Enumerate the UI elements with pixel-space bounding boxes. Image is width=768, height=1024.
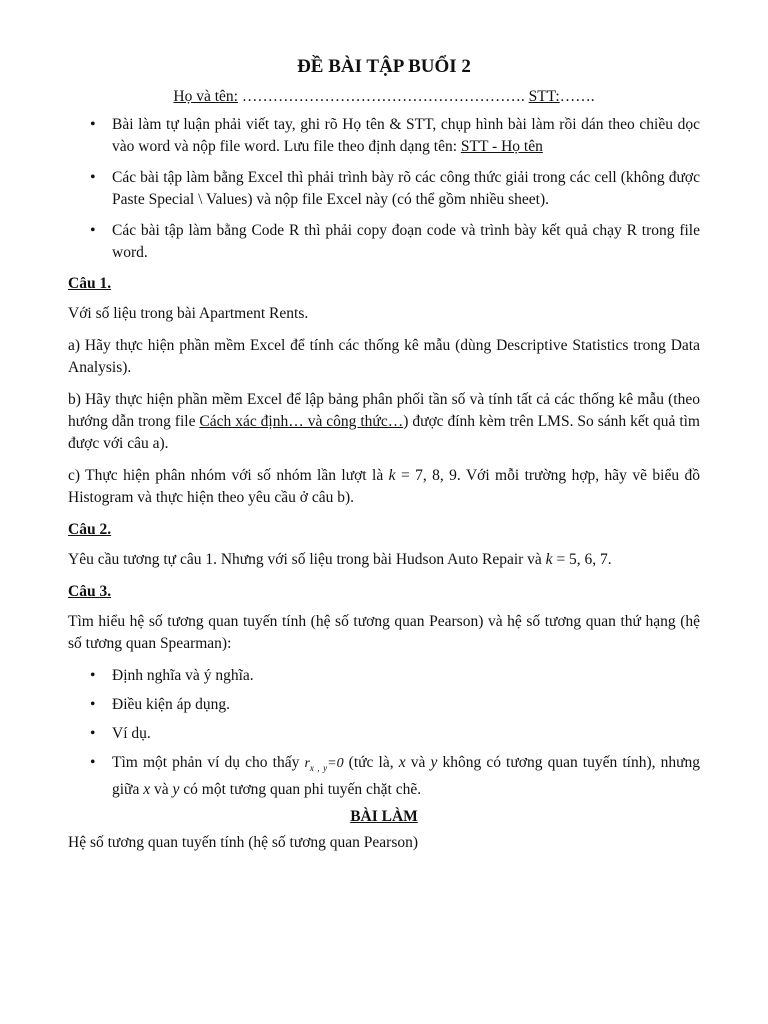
list-item: • Điều kiện áp dụng. [112, 694, 700, 716]
rule-item: • Các bài tập làm bằng Excel thì phải trình bày rõ các công thức giải trong các cell (không được Paste Special \ Values) và nộp file Excel này (có thể gồm nhiều sheet). [112, 167, 700, 211]
question-2-heading: Câu 2. [68, 521, 112, 538]
list-item: • Ví dụ. [112, 723, 700, 745]
correlation-symbol: $r_{x , y}=0$ [304, 756, 344, 773]
list-item: • Tìm một phản ví dụ cho thấy $r_{x , y}=0$ (tức là, x và y không có tương quan tuyến tính), nhưng giữa x và y có một tương quan phi tuyến chặt chẽ. [112, 752, 700, 801]
guide-file-link[interactable]: Cách xác định… và công thức… [199, 413, 404, 430]
question-1-b: b) Hãy thực hiện phần mềm Excel để lập bảng phân phối tần số và tính tất cả các thống kê mẫu (theo hướng dẫn trong file Cách xác định… và công thức…) được đính kèm trên LMS. So sánh kết quả tìm được với câu a). [68, 391, 700, 452]
list-item: • Định nghĩa và ý nghĩa. [112, 665, 700, 687]
name-dots: ………………………………………………. [237, 88, 529, 105]
question-3-intro: Tìm hiểu hệ số tương quan tuyến tính (hệ số tương quan Pearson) và hệ số tương quan thứ hạng (hệ số tương quan Spearman): [68, 613, 700, 652]
name-label: Họ và tên: [173, 88, 238, 105]
question-1-heading: Câu 1. [68, 275, 112, 292]
rules-list [68, 114, 700, 264]
stt-label: STT: [528, 88, 560, 105]
page-title: ĐỀ BÀI TẬP BUỔI 2 [297, 56, 471, 77]
rule-item: • Các bài tập làm bằng Code R thì phải copy đoạn code và trình bày kết quả chạy R trong file word. [112, 220, 700, 264]
name-line [68, 88, 700, 106]
question-1-a: a) Hãy thực hiện phần mềm Excel để tính các thống kê mẫu (dùng Descriptive Statistics trong Data Analysis). [68, 337, 700, 376]
rule-item: • Bài làm tự luận phải viết tay, ghi rõ Họ tên & STT, chụp hình bài làm rồi dán theo chiều dọc vào word và nộp file word. Lưu file theo định dạng tên: STT - Họ tên [112, 114, 700, 158]
filename-format: STT - Họ tên [460, 138, 543, 155]
answer-text: Hệ số tương quan tuyến tính (hệ số tương quan Pearson) [68, 833, 419, 851]
question-1-intro: Với số liệu trong bài Apartment Rents. [68, 305, 309, 322]
stt-dots: ……. [559, 88, 595, 105]
question-2-text: Yêu cầu tương tự câu 1. Nhưng với số liệu trong bài Hudson Auto Repair và k = 5, 6, 7. [68, 551, 612, 568]
answer-heading: BÀI LÀM [350, 807, 418, 825]
question-3-heading: Câu 3. [68, 583, 112, 600]
question-3-list [68, 665, 700, 801]
question-1-c: c) Thực hiện phân nhóm với số nhóm lần lượt là k = 7, 8, 9. Với mỗi trường hợp, hãy vẽ biểu đồ Histogram và thực hiện theo yêu cầu ở câu b). [68, 467, 700, 506]
